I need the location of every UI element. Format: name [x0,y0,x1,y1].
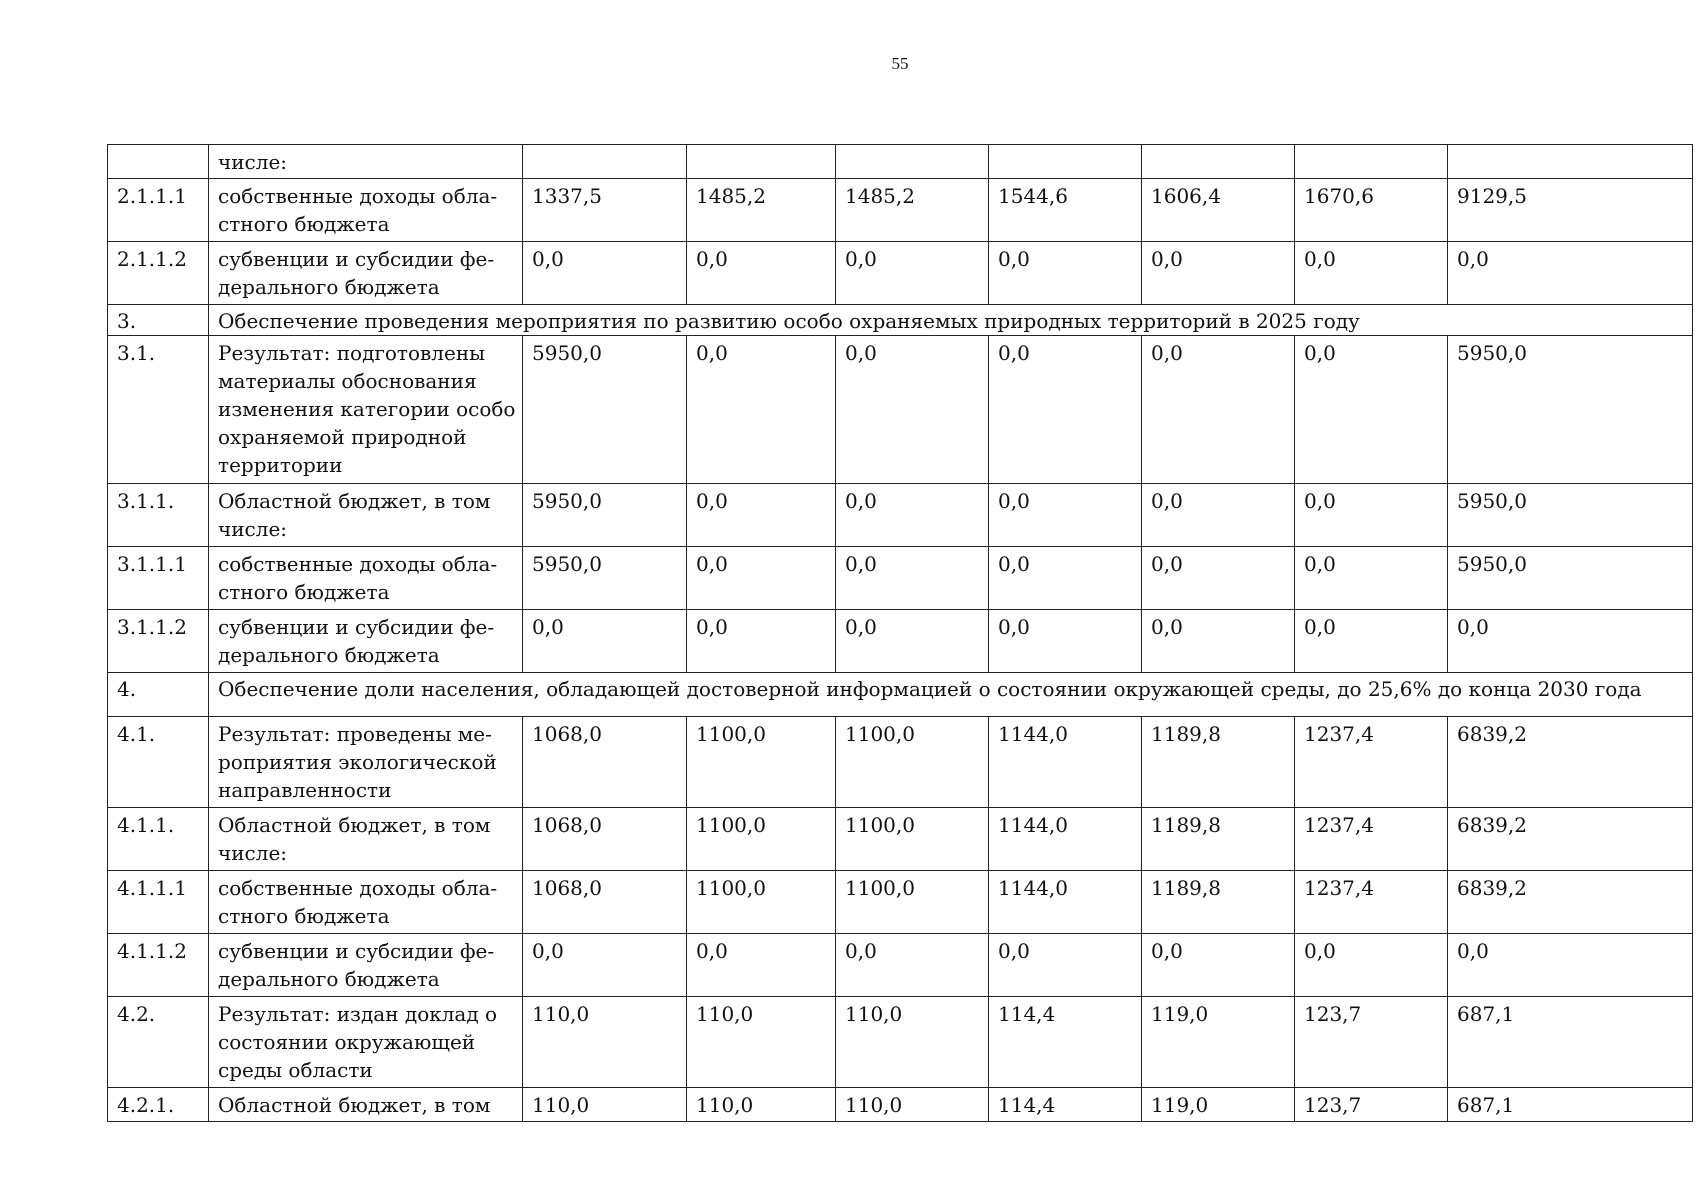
year-value-cell: 1237,4 [1295,717,1448,808]
year-value-cell: 123,7 [1295,1088,1448,1122]
year-value-cell: 1237,4 [1295,808,1448,871]
table-row [108,808,1693,871]
year-value-cell [523,145,687,179]
year-value-cell: 110,0 [687,997,836,1088]
year-value-cell: 5950,0 [523,484,687,547]
year-value-cell: 110,0 [523,997,687,1088]
goal-row [108,673,1693,717]
row-code: 3.1. [108,336,209,484]
year-value-cell: 1606,4 [1142,179,1295,242]
budget-table [107,144,1693,1122]
row-code: 3.1.1.1 [108,547,209,610]
table-row [108,179,1693,242]
year-value-cell: 1100,0 [836,871,989,934]
table-row [108,145,1693,179]
row-description: субвенции и субсидии фе-дерального бюджета [209,934,523,997]
year-value-cell: 1068,0 [523,871,687,934]
year-value-cell: 1485,2 [687,179,836,242]
year-value-cell: 123,7 [1295,997,1448,1088]
year-value-cell: 0,0 [1142,934,1295,997]
row-description: Областной бюджет, в том [209,1088,523,1122]
row-description: субвенции и субсидии фе-дерального бюджета [209,242,523,305]
table-row [108,242,1693,305]
year-value-cell: 0,0 [836,547,989,610]
row-code: 4.1.1.2 [108,934,209,997]
table-row [108,547,1693,610]
row-code: 4.1.1.1 [108,871,209,934]
year-value-cell: 114,4 [989,997,1142,1088]
row-code: 3.1.1.2 [108,610,209,673]
row-description: Областной бюджет, в том числе: [209,484,523,547]
year-value-cell: 1544,6 [989,179,1142,242]
year-value-cell: 1189,8 [1142,871,1295,934]
year-value-cell: 0,0 [687,484,836,547]
year-value-cell: 1189,8 [1142,717,1295,808]
table-row [108,871,1693,934]
year-value-cell: 0,0 [523,242,687,305]
year-value-cell: 1189,8 [1142,808,1295,871]
year-value-cell: 0,0 [836,242,989,305]
year-value-cell: 0,0 [989,242,1142,305]
year-value-cell: 1144,0 [989,808,1142,871]
year-value-cell: 114,4 [989,1088,1142,1122]
year-value-cell: 0,0 [1142,242,1295,305]
year-value-cell [1295,145,1448,179]
row-code: 3. [108,305,209,336]
row-code: 4. [108,673,209,717]
total-value-cell: 5950,0 [1448,336,1693,484]
table-row [108,717,1693,808]
year-value-cell: 0,0 [836,336,989,484]
year-value-cell: 0,0 [687,336,836,484]
year-value-cell: 1237,4 [1295,871,1448,934]
year-value-cell: 1337,5 [523,179,687,242]
year-value-cell: 0,0 [1142,484,1295,547]
total-value-cell: 6839,2 [1448,808,1693,871]
total-value-cell: 6839,2 [1448,717,1693,808]
table-row [108,1088,1693,1122]
year-value-cell: 0,0 [523,934,687,997]
year-value-cell: 1100,0 [836,808,989,871]
year-value-cell: 0,0 [836,484,989,547]
year-value-cell: 0,0 [836,934,989,997]
row-code: 4.1.1. [108,808,209,871]
table-row [108,997,1693,1088]
year-value-cell: 5950,0 [523,336,687,484]
year-value-cell: 119,0 [1142,1088,1295,1122]
row-description: Результат: издан доклад о состоянии окружающей среды области [209,997,523,1088]
table-body [108,145,1693,1122]
year-value-cell: 0,0 [687,242,836,305]
year-value-cell: 1100,0 [687,871,836,934]
table-row [108,934,1693,997]
total-value-cell: 0,0 [1448,242,1693,305]
year-value-cell: 1144,0 [989,717,1142,808]
goal-row [108,305,1693,336]
year-value-cell: 0,0 [1295,547,1448,610]
year-value-cell: 1100,0 [836,717,989,808]
year-value-cell: 0,0 [687,934,836,997]
row-description: субвенции и субсидии фе-дерального бюджета [209,610,523,673]
year-value-cell: 1068,0 [523,808,687,871]
row-code: 4.1. [108,717,209,808]
row-description: Результат: проведены ме-роприятия экологической направленности [209,717,523,808]
year-value-cell: 0,0 [989,484,1142,547]
year-value-cell [687,145,836,179]
year-value-cell [836,145,989,179]
year-value-cell: 0,0 [1142,610,1295,673]
year-value-cell: 1068,0 [523,717,687,808]
year-value-cell: 0,0 [687,547,836,610]
total-value-cell: 5950,0 [1448,547,1693,610]
row-description: Областной бюджет, в том числе: [209,808,523,871]
total-value-cell [1448,145,1693,179]
year-value-cell: 0,0 [989,610,1142,673]
row-code: 4.2.1. [108,1088,209,1122]
year-value-cell: 0,0 [989,547,1142,610]
year-value-cell: 110,0 [836,1088,989,1122]
year-value-cell: 0,0 [1295,484,1448,547]
row-code: 4.2. [108,997,209,1088]
year-value-cell: 0,0 [1142,547,1295,610]
year-value-cell: 0,0 [687,610,836,673]
year-value-cell: 1144,0 [989,871,1142,934]
year-value-cell: 5950,0 [523,547,687,610]
total-value-cell: 6839,2 [1448,871,1693,934]
year-value-cell: 0,0 [1142,336,1295,484]
row-code: 2.1.1.1 [108,179,209,242]
year-value-cell: 0,0 [989,336,1142,484]
row-description: Результат: подготовлены материалы обоснования изменения категории особо охраняемой природной территории [209,336,523,484]
year-value-cell: 119,0 [1142,997,1295,1088]
year-value-cell: 1100,0 [687,808,836,871]
total-value-cell: 5950,0 [1448,484,1693,547]
year-value-cell: 1485,2 [836,179,989,242]
year-value-cell [1142,145,1295,179]
row-code: 3.1.1. [108,484,209,547]
year-value-cell: 0,0 [1295,336,1448,484]
year-value-cell: 0,0 [523,610,687,673]
total-value-cell: 687,1 [1448,997,1693,1088]
year-value-cell: 110,0 [687,1088,836,1122]
total-value-cell: 687,1 [1448,1088,1693,1122]
year-value-cell: 0,0 [836,610,989,673]
row-code: 2.1.1.2 [108,242,209,305]
row-description: числе: [209,145,523,179]
year-value-cell [989,145,1142,179]
year-value-cell: 0,0 [1295,934,1448,997]
year-value-cell: 110,0 [836,997,989,1088]
goal-title: Обеспечение проведения мероприятия по развитию особо охраняемых природных территорий в 2025 году [209,305,1693,336]
total-value-cell: 0,0 [1448,934,1693,997]
page-number: 55 [891,54,909,73]
row-description: собственные доходы обла-стного бюджета [209,547,523,610]
row-description: собственные доходы обла-стного бюджета [209,871,523,934]
year-value-cell: 1100,0 [687,717,836,808]
year-value-cell: 1670,6 [1295,179,1448,242]
year-value-cell: 0,0 [1295,242,1448,305]
total-value-cell: 9129,5 [1448,179,1693,242]
table-row [108,484,1693,547]
row-code [108,145,209,179]
total-value-cell: 0,0 [1448,610,1693,673]
table-row [108,610,1693,673]
year-value-cell: 0,0 [989,934,1142,997]
table-row [108,336,1693,484]
goal-title: Обеспечение доли населения, обладающей достоверной информацией о состоянии окружающей среды, до 25,6% до конца 2030 года [209,673,1693,717]
row-description: собственные доходы обла-стного бюджета [209,179,523,242]
year-value-cell: 0,0 [1295,610,1448,673]
year-value-cell: 110,0 [523,1088,687,1122]
